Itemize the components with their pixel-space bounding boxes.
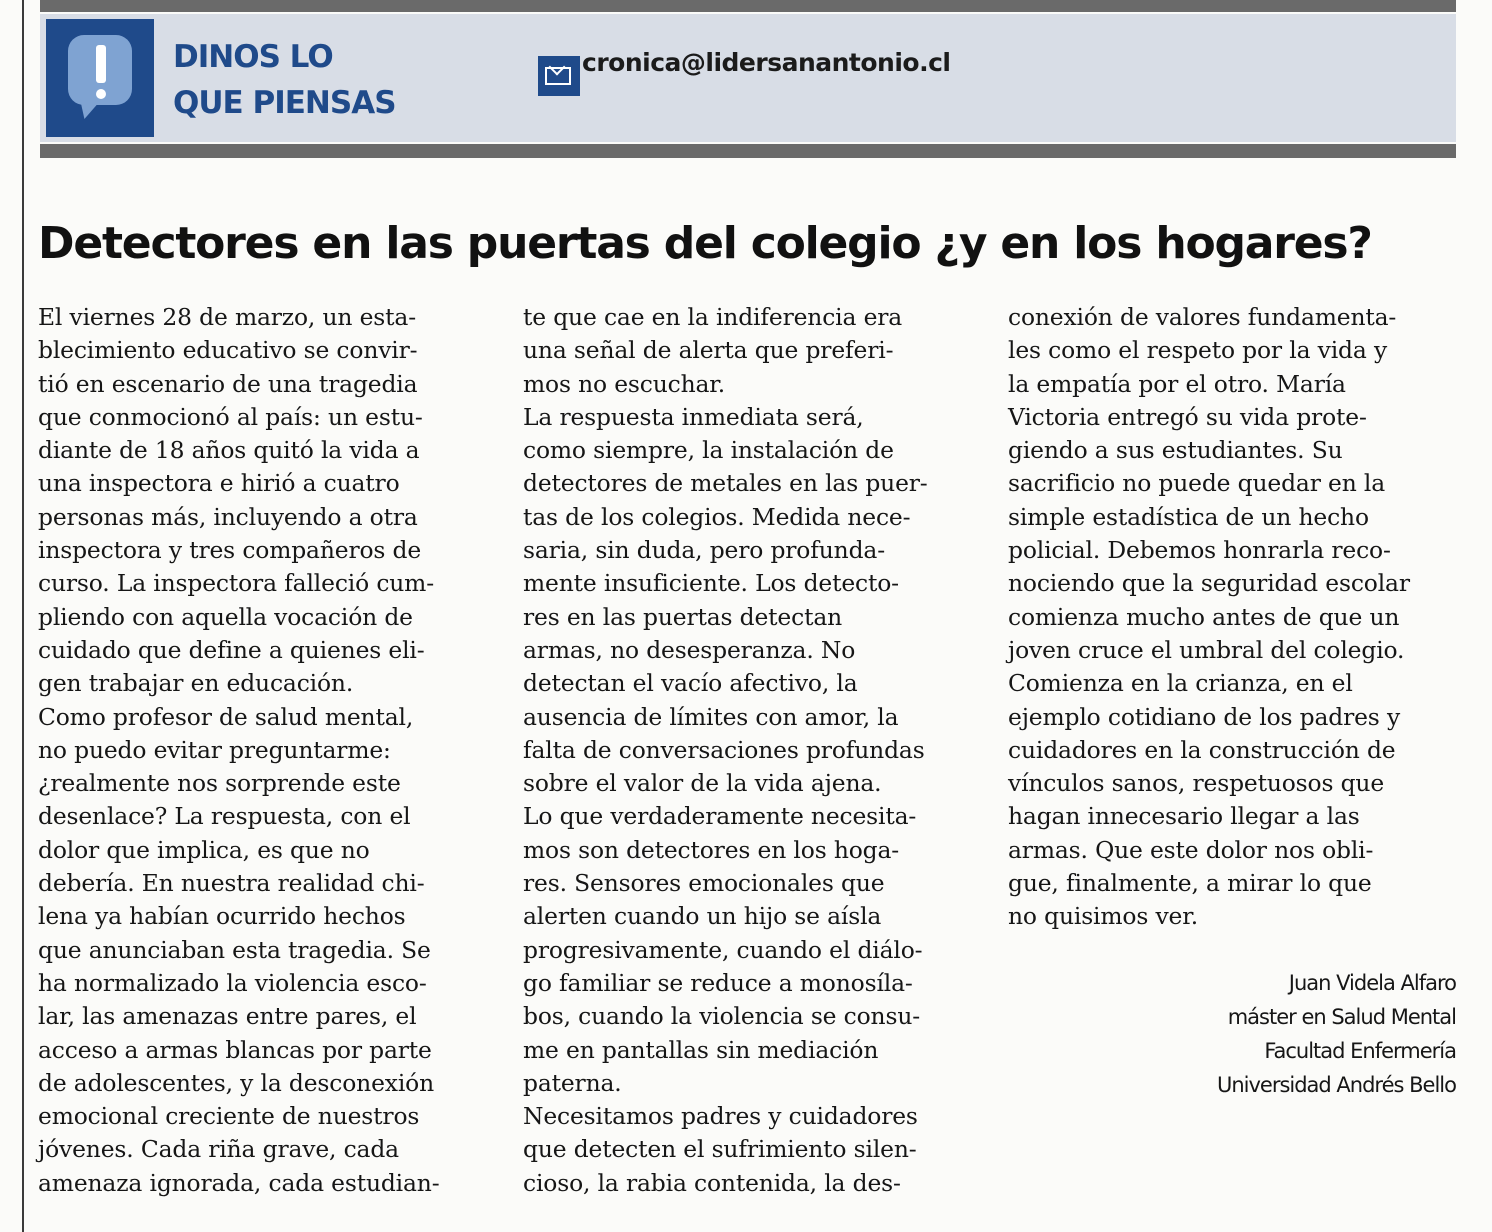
article-line: les como el respeto por la vida y (1008, 336, 1388, 365)
article-line: hagan innecesario llegar a las (1008, 802, 1360, 831)
article-column-1 (38, 301, 439, 1200)
bottom-divider-bar (40, 144, 1456, 158)
article-line: no puedo evitar preguntarme: (38, 735, 391, 764)
article-line: ejemplo cotidiano de los padres y (1008, 702, 1401, 731)
article-line: armas. Que este dolor nos obli- (1008, 835, 1374, 864)
article-line: Necesitamos padres y cuidadores (523, 1102, 918, 1131)
article-line: comienza mucho antes de que un (1008, 602, 1400, 631)
article-line: mente insuficiente. Los detecto- (523, 569, 899, 598)
article-line: Comienza en la crianza, en el (1008, 669, 1353, 698)
article-line: ha normalizado la violencia esco- (38, 968, 427, 997)
article-line: desenlace? La respuesta, con el (38, 802, 411, 831)
article-line: dolor que implica, es que no (38, 835, 370, 864)
article-line: tió en escenario de una tragedia (38, 369, 418, 398)
article-line: sacrificio no puede quedar en la (1008, 469, 1386, 498)
article-line: bos, cuando la violencia se consu- (523, 1002, 920, 1031)
article-line: gen trabajar en educación. (38, 669, 354, 698)
article-line: detectan el vacío afectivo, la (523, 669, 858, 698)
banner-title-line2: QUE PIENSAS (173, 85, 396, 121)
article-line: La respuesta inmediata será, (523, 402, 864, 431)
article-line: Victoria entregó su vida prote- (1008, 402, 1367, 431)
article-line: lar, las amenazas entre pares, el (38, 1002, 417, 1031)
article-line: cuidado que define a quienes eli- (38, 635, 425, 664)
article-line: detectores de metales en las puer- (523, 469, 928, 498)
banner-title-line1: DINOS LO (173, 39, 333, 75)
article-line: personas más, incluyendo a otra (38, 502, 418, 531)
article-line: te que cae en la indiferencia era (523, 303, 903, 331)
article-line: armas, no desesperanza. No (523, 635, 856, 664)
article-line: Lo que verdaderamente necesita- (523, 802, 917, 831)
article-line: emocional creciente de nuestros (38, 1102, 420, 1131)
article-line: cuidadores en la construcción de (1008, 735, 1396, 764)
article-line: que anunciaban esta tragedia. Se (38, 935, 431, 964)
article-line: acceso a armas blancas por parte (38, 1035, 432, 1064)
article-line: Como profesor de salud mental, (38, 702, 414, 731)
article-line: nociendo que la seguridad escolar (1008, 569, 1410, 598)
article-line: no quisimos ver. (1008, 902, 1198, 931)
article-line: go familiar se reduce a monosíla- (523, 968, 913, 997)
author-faculty: Facultad Enfermería (1264, 1039, 1456, 1063)
article-line: simple estadística de un hecho (1008, 502, 1369, 531)
article-line: sobre el valor de la vida ajena. (523, 769, 882, 798)
article-line: diante de 18 años quitó la vida a (38, 436, 420, 465)
envelope-icon (538, 56, 580, 96)
author-name: Juan Videla Alfaro (1288, 971, 1456, 995)
opinion-banner (40, 14, 1456, 142)
article-line: lena ya habían ocurrido hechos (38, 902, 406, 931)
article-line: una inspectora e hirió a cuatro (38, 469, 400, 498)
article-line: saria, sin duda, pero profunda- (523, 536, 885, 565)
article-headline: Detectores en las puertas del colegio ¿y en los hogares? (38, 218, 1372, 269)
article-line: que conmocionó al país: un estu- (38, 402, 423, 431)
article-line: mos son detectores en los hoga- (523, 835, 900, 864)
article-line: ausencia de límites con amor, la (523, 702, 899, 731)
article-line: una señal de alerta que preferi- (523, 336, 894, 365)
author-signature (1217, 966, 1456, 1102)
article-line: inspectora y tres compañeros de (38, 536, 422, 565)
article-line: res. Sensores emocionales que (523, 869, 885, 898)
article-line: curso. La inspectora falleció cum- (38, 569, 434, 598)
article-line: como siempre, la instalación de (523, 436, 894, 465)
article-line: amenaza ignorada, cada estudian- (38, 1168, 440, 1197)
article-line: falta de conversaciones profundas (523, 735, 925, 764)
article-line: gue, finalmente, a mirar lo que (1008, 869, 1372, 898)
article-line: policial. Debemos honrarla reco- (1008, 536, 1391, 565)
page-margin-rule (22, 0, 24, 1232)
article-line: joven cruce el umbral del colegio. (1008, 635, 1405, 664)
article-line: conexión de valores fundamenta- (1008, 303, 1397, 331)
article-column-3 (1008, 301, 1410, 934)
article-line: la empatía por el otro. María (1008, 369, 1346, 398)
article-line: blecimiento educativo se convir- (38, 336, 418, 365)
article-column-2 (523, 301, 928, 1200)
article-line: jóvenes. Cada riña grave, cada (38, 1135, 399, 1164)
article-line: cioso, la rabia contenida, la des- (523, 1168, 901, 1197)
exclamation-speech-bubble-icon (46, 19, 154, 137)
article-line: mos no escuchar. (523, 369, 726, 398)
article-line: El viernes 28 de marzo, un esta- (38, 303, 416, 331)
article-line: vínculos sanos, respetuosos que (1008, 769, 1385, 798)
article-line: pliendo con aquella vocación de (38, 602, 413, 631)
banner-title (173, 34, 396, 126)
article-line: giendo a sus estudiantes. Su (1008, 436, 1343, 465)
article-line: de adolescentes, y la desconexión (38, 1068, 434, 1097)
article-line: alerten cuando un hijo se aísla (523, 902, 882, 931)
author-degree: máster en Salud Mental (1227, 1005, 1456, 1029)
article-line: que detecten el sufrimiento silen- (523, 1135, 917, 1164)
article-line: me en pantallas sin mediación (523, 1035, 879, 1064)
article-line: paterna. (523, 1068, 622, 1097)
article-line: progresivamente, cuando el diálo- (523, 935, 923, 964)
article-line: tas de los colegios. Medida nece- (523, 502, 911, 531)
article-line: res en las puertas detectan (523, 602, 843, 631)
contact-email-link[interactable]: cronica@lidersanantonio.cl (582, 48, 951, 77)
top-divider-bar (40, 0, 1456, 12)
article-line: ¿realmente nos sorprende este (38, 769, 401, 798)
article-line: debería. En nuestra realidad chi- (38, 869, 425, 898)
author-university: Universidad Andrés Bello (1216, 1073, 1456, 1097)
